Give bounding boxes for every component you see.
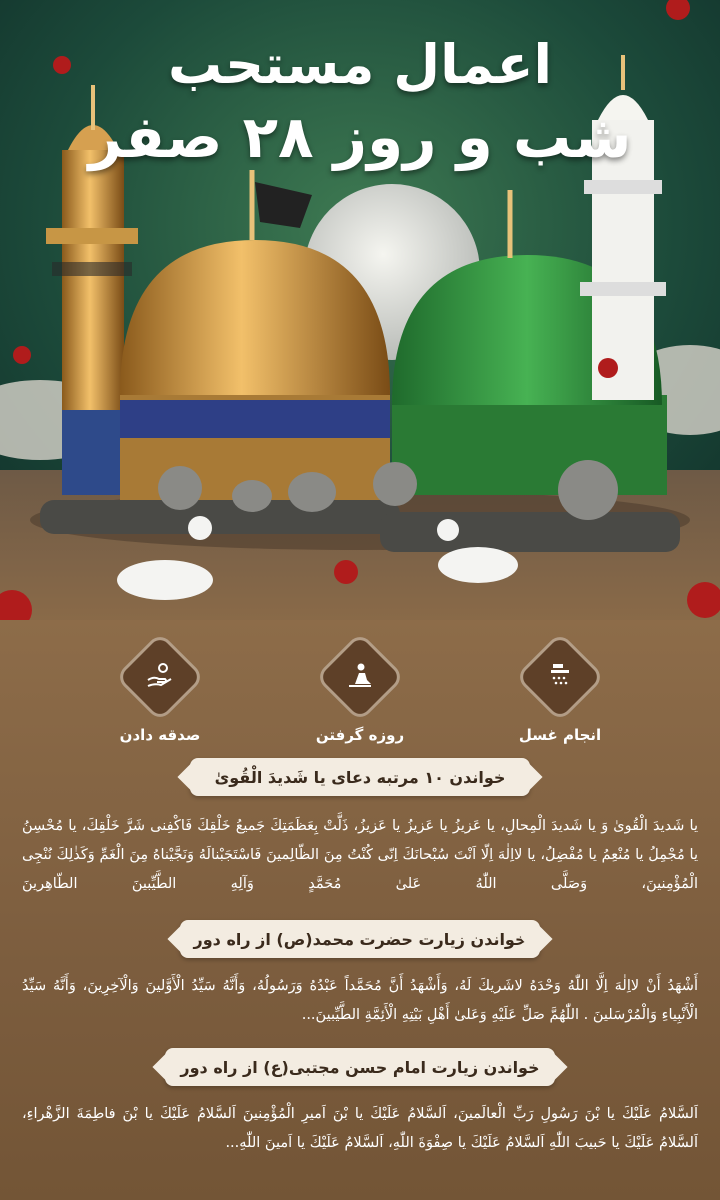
activity-charity (95, 648, 225, 744)
activity-icons (0, 648, 720, 748)
activity-fasting (295, 648, 425, 744)
prayer-text: یا شَدیدَ الْقُویٰ وَ یا شَدیدَ الْمِحالِ، یا عَزیزُ یا عَزیزُ یا عَزیزُ، ذَلَّتْ بِعَظَمَتِكَ جَمیعُ خَلْقِكَ فَاكْفِنی شَرَّ خَلْقِكَ، یا مُحْسِنُ یا مُجْمِلُ یا مُنْعِمُ یا مُفْضِلُ، یا لااِلٰهَ اِلّا اَنْتَ سُبْحانَكَ اِنّی كُنْتُ مِنَ الظّالِمینَ فَاسْتَجَبْنالَهُ وَنَجَّیْناهُ مِنَ الْغَمِّ وَكَذٰلِكَ نُنْجِی الْمُؤْمِنینَ، وَصَلَّی اللّٰهُ عَلیٰ مُحَمَّدٍ وَآلِهِ الطَّیِّبینَ الطّاهِرینَ (22, 818, 698, 892)
title-line-1: اعمال مستحب (167, 33, 553, 96)
shower-icon (519, 636, 601, 718)
activity-label: انجام غسل (518, 726, 602, 744)
prayer-icon (319, 636, 401, 718)
prayer-text: اَلسَّلامُ عَلَیْكَ یا بْنَ رَسُولِ رَبِّ الْعالَمینَ، اَلسَّلامُ عَلَیْكَ یا بْنَ اَمیرِ الْمُؤْمِنینَ اَلسَّلامُ عَلَیْكَ یا بْنَ فاطِمَةَ الزَّهْراءِ، اَلسَّلامُ عَلَیْكَ یا حَبیبَ اللّٰهِ اَلسَّلامُ عَلَیْكَ یا صِفْوَةَ اللّٰهِ، اَلسَّلامُ عَلَیْكَ یا اَمینَ اللّٰهِ... (22, 1106, 698, 1151)
page-title (0, 30, 720, 174)
charity-icon (119, 636, 201, 718)
section-heading: خواندن ۱۰ مرتبه دعای یا شَدیدَ الْقُویٰ (190, 758, 530, 796)
activity-label: صدقه دادن (119, 726, 201, 744)
activity-ghusl (495, 648, 625, 744)
section-heading: خواندن زیارت امام حسن مجتبی(ع) از راه دور (165, 1048, 555, 1086)
activity-label: روزه گرفتن (315, 726, 405, 744)
title-line-2: شب و روز ۲۸ صفر (88, 103, 632, 171)
section-heading: خواندن زیارت حضرت محمد(ص) از راه دور (180, 920, 540, 958)
prayer-text: أَشْهَدُ أَنْ لااِلٰهَ اِلَّا اللّٰهُ وَحْدَهُ لاشَریكَ لَهُ، وَأَشْهَدُ أَنَّ مُحَمَّداً عَبْدُهُ وَرَسُولُهُ، وَأَنَّهُ سَیِّدُ الْأَوَّلینَ وَالْآخِرِینَ، وَأَنَّهُ سَیِّدُ الْأَنْبِیاءِ وَالْمُرْسَلینَ . اللّٰهُمَّ صَلِّ عَلَیْهِ وَعَلیٰ أَهْلِ بَیْتِهِ الْأَئِمَّةِ الطَّیِّبینَ... (22, 978, 698, 1023)
